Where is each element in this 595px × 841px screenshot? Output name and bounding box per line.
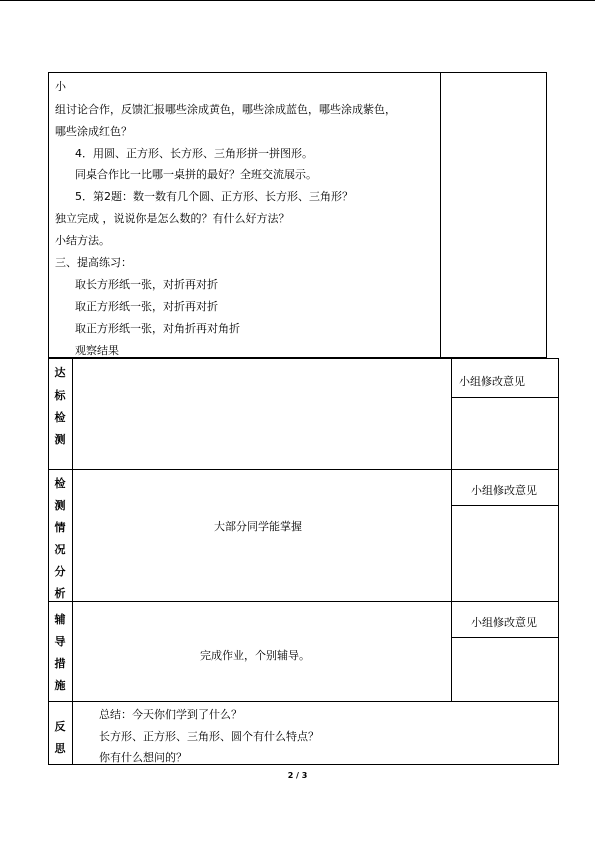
text-line: 观察结果 <box>75 344 119 357</box>
reflection-line: 总结：今天你们学到了什么？ <box>99 708 242 721</box>
text-line: 组讨论合作，反馈汇报哪些涂成黄色，哪些涂成蓝色，哪些涂成紫色， <box>55 103 396 116</box>
note-sub-divider <box>451 505 559 506</box>
note-col-divider <box>451 358 452 701</box>
row-label-char: 反 <box>54 720 66 733</box>
row-label-char: 检 <box>54 411 66 424</box>
note-sub-divider <box>451 637 559 638</box>
text-line: 4．用圆、正方形、长方形、三角形拼一拼图形。 <box>75 147 313 160</box>
row-label-char: 分 <box>54 565 66 578</box>
row-divider <box>48 469 559 470</box>
lower-table <box>48 358 559 765</box>
reflection-line: 你有什么想问的？ <box>99 751 187 764</box>
row-label-char: 导 <box>54 635 66 648</box>
note-sub-divider <box>451 397 559 398</box>
label-col-divider <box>72 358 73 765</box>
text-line: 小 <box>55 80 66 93</box>
group-revision-note: 小组修改意见 <box>459 375 525 388</box>
row-divider <box>48 601 559 602</box>
text-line: 取长方形纸一张，对折再对折 <box>75 278 218 291</box>
text-line: 三、提高练习： <box>55 256 132 269</box>
row-label-char: 析 <box>54 587 66 600</box>
row-label-char: 施 <box>54 679 66 692</box>
upper-table-divider <box>440 72 441 358</box>
text-line: 小结方法。 <box>55 234 110 247</box>
page-number: 2 / 3 <box>287 771 308 780</box>
row-divider <box>48 701 559 702</box>
text-line: 同桌合作比一比哪一桌拼的最好？全班交流展示。 <box>75 168 317 181</box>
text-line: 5．第2题：数一数有几个圆、正方形、长方形、三角形？ <box>75 190 353 203</box>
text-line: 取正方形纸一张，对角折再对角折 <box>75 322 240 335</box>
page-top-rule <box>0 0 595 1</box>
text-line: 独立完成 ，说说你是怎么数的？有什么好方法？ <box>55 212 290 225</box>
text-line: 哪些涂成红色？ <box>55 125 132 138</box>
row-label-char: 况 <box>54 543 66 556</box>
tutoring-content: 完成作业，个别辅导。 <box>200 649 310 662</box>
reflection-line: 长方形、正方形、三角形、圆个有什么特点？ <box>99 730 319 743</box>
row-label-char: 测 <box>54 499 66 512</box>
group-revision-note: 小组修改意见 <box>471 484 537 497</box>
analysis-content: 大部分同学能掌握 <box>214 520 302 533</box>
group-revision-note: 小组修改意见 <box>471 616 537 629</box>
row-label-char: 测 <box>54 433 66 446</box>
row-label-char: 标 <box>54 389 66 402</box>
row-label-char: 思 <box>54 742 66 755</box>
row-label-char: 措 <box>54 657 66 670</box>
text-line: 取正方形纸一张，对折再对折 <box>75 300 218 313</box>
row-label-char: 情 <box>54 521 66 534</box>
row-label-char: 达 <box>54 366 66 379</box>
row-label-char: 检 <box>54 477 66 490</box>
row-label-char: 辅 <box>54 613 66 626</box>
